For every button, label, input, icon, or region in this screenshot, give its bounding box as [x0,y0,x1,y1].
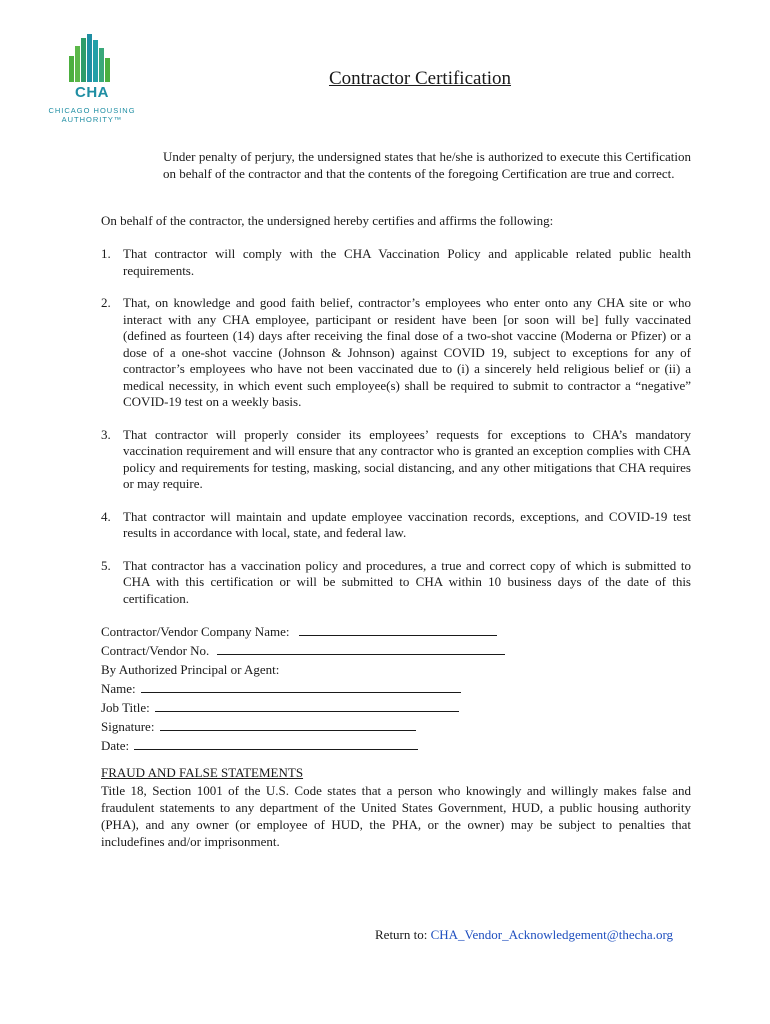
fraud-paragraph: Title 18, Section 1001 of the U.S. Code states that a person who knowingly and willingly makes false and fraudulent statements to any department of the United States Government, HUD, a public housing authority (PHA), and any owner (or employee of HUD, the PHA, or the owner) may be subject to penalties that includefines and/or imprisonment. [101,783,691,849]
list-item-number: 2. [101,295,111,310]
name-field[interactable] [141,679,461,693]
list-item-text: That, on knowledge and good faith belief, contractor’s employees who enter onto any CHA site or who interact with any CHA employee, participant or resident have been [or soon will be] fully vaccinated (defined as fourteen (14) days after receiving the final dose of a two-shot vaccine (Moderna or Pfizer) or a dose of a one-shot vaccine (Johnson & Johnson) against COVID 19, subject to exceptions for any of contractor’s employees who have not been vaccinated due to (i) a sincerely held religious belief or (ii) a medical necessity, in which event such employee(s) shall be required to submit to contractor a “negative” COVID-19 test on a weekly basis. [123,295,691,409]
logo-subtitle-line2: AUTHORITY™ [61,115,123,124]
list-item [101,246,691,279]
page-title: Contractor Certification [328,68,512,89]
return-to [375,927,673,943]
logo-subtitle [45,106,139,124]
list-item [101,427,691,493]
return-label: Return to: [375,927,428,942]
job-title-field[interactable] [155,698,459,712]
job-title-row [101,698,505,717]
company-name-field[interactable] [299,622,497,636]
fraud-heading: FRAUD AND FALSE STATEMENTS [101,765,304,780]
list-item-text: That contractor has a vaccination policy and procedures, a true and correct copy of which is submitted to CHA with this certification or will be submitted to CHA within 10 business days of the date of this certification. [123,557,691,606]
logo-abbrev: CHA [75,84,109,101]
list-item-number: 4. [101,508,111,524]
signature-form [101,622,505,755]
intro-paragraph: On behalf of the contractor, the undersigned hereby certifies and affirms the following: [101,213,554,228]
certification-list [101,246,691,623]
signature-field[interactable] [160,717,416,731]
list-item-text: That contractor will maintain and update employee vaccination records, exceptions, and COVID-19 test results in accordance with local, state, and federal law. [123,508,691,540]
list-item-text: That contractor will comply with the CHA Vaccination Policy and applicable related public health requirements. [123,246,691,278]
signature-row [101,717,505,736]
list-item [101,558,691,608]
name-label: Name: [101,681,136,696]
date-label: Date: [101,738,130,753]
date-field[interactable] [134,736,418,750]
authorized-agent-row [101,660,505,679]
list-item-text: That contractor will properly consider its employees’ requests for exceptions to CHA’s mandatory vaccination requirement and will ensure that any contractor who is granted an exception complies with CHA policy and requirements for testing, masking, social distancing, and any other mitigations that CHA requires or may require. [123,426,691,491]
return-email-link[interactable]: CHA_Vendor_Acknowledgement@thecha.org [430,927,674,942]
preamble-paragraph: Under penalty of perjury, the undersigned states that he/she is authorized to execute this Certification on behalf of the contractor and that the contents of the foregoing Certification are true and correct. [163,149,691,181]
logo-subtitle-line1: CHICAGO HOUSING [48,106,136,115]
signature-label: Signature: [101,719,155,734]
contract-no-row [101,641,505,660]
list-item-number: 3. [101,426,111,442]
job-title-label: Job Title: [101,700,150,715]
company-name-label: Contractor/Vendor Company Name: [101,624,290,639]
name-row [101,679,505,698]
date-row [101,736,505,755]
list-item [101,295,691,411]
list-item-number: 1. [101,246,111,261]
list-item-number: 5. [101,557,111,573]
contract-no-field[interactable] [217,641,505,655]
company-name-row [101,622,505,641]
authorized-agent-label: By Authorized Principal or Agent: [101,662,280,677]
list-item [101,509,691,542]
contract-no-label: Contract/Vendor No. [101,643,210,658]
